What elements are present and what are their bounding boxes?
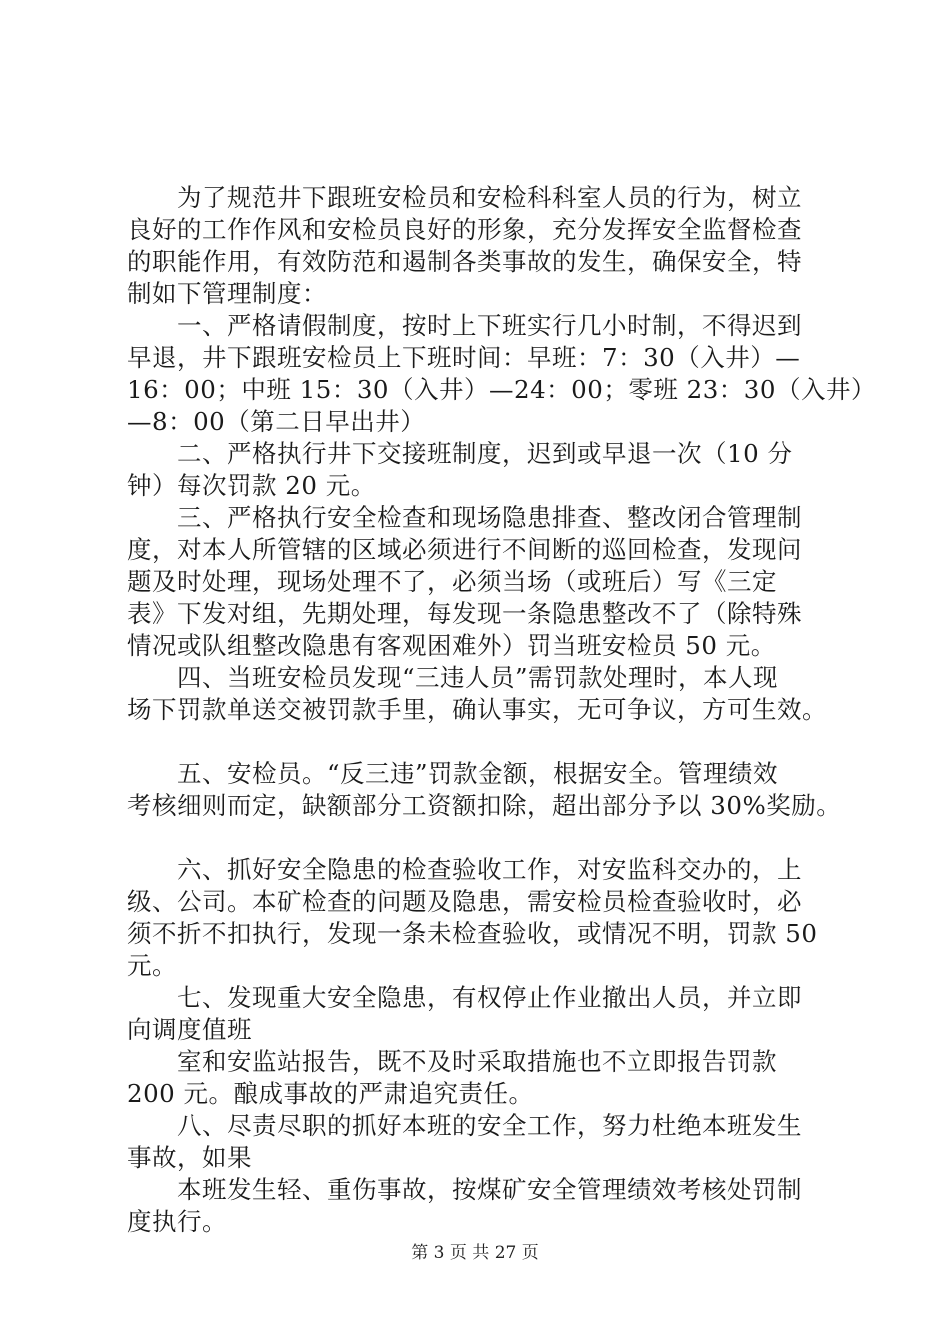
body-text-line: 度执行。 xyxy=(127,1207,227,1236)
body-text-line: 本班发生轻、重伤事故，按煤矿安全管理绩效考核处罚制 xyxy=(127,1175,802,1204)
body-text-line: 一、严格请假制度，按时上下班实行几小时制，不得迟到 xyxy=(127,311,802,340)
body-text-line: 场下罚款单送交被罚款手里，确认事实，无可争议，方可生效。 xyxy=(127,695,827,724)
body-text-line: 表》下发对组，先期处理，每发现一条隐患整改不了（除特殊 xyxy=(127,599,802,628)
body-text-line: 二、严格执行井下交接班制度，迟到或早退一次（10 分 xyxy=(127,439,793,468)
body-text-line: 考核细则而定，缺额部分工资额扣除，超出部分予以 30%奖励。 xyxy=(127,791,842,820)
body-text-line: —8：00（第二日早出井） xyxy=(127,407,426,436)
body-text-line: 须不折不扣执行，发现一条未检查验收，或情况不明，罚款 50 xyxy=(127,919,818,948)
body-text-line: 七、发现重大安全隐患，有权停止作业撤出人员，并立即 xyxy=(127,983,802,1012)
page-number-footer: 第 3 页 共 27 页 xyxy=(411,1243,539,1263)
body-text-line: 八、尽责尽职的抓好本班的安全工作，努力杜绝本班发生 xyxy=(127,1111,802,1140)
body-text-line: 题及时处理，现场处理不了，必须当场（或班后）写《三定 xyxy=(127,567,777,596)
body-text-line: 元。 xyxy=(127,951,177,980)
body-text-line: 良好的工作作风和安检员良好的形象，充分发挥安全监督检查 xyxy=(127,215,802,244)
body-text-line: 钟）每次罚款 20 元。 xyxy=(127,471,376,500)
body-text-line: 为了规范井下跟班安检员和安检科科室人员的行为，树立 xyxy=(127,183,802,212)
body-text-line: 级、公司。本矿检查的问题及隐患，需安检员检查验收时，必 xyxy=(127,887,802,916)
body-text-line: 三、严格执行安全检查和现场隐患排查、整改闭合管理制 xyxy=(127,503,802,532)
body-text-line: 200 元。酿成事故的严肃追究责任。 xyxy=(127,1079,534,1108)
body-text-line: 度，对本人所管辖的区域必须进行不间断的巡回检查，发现问 xyxy=(127,535,802,564)
body-text-line: 五、安检员。“反三违”罚款金额，根据安全。管理绩效 xyxy=(127,759,779,788)
body-text-line: 16：00；中班 15：30（入井）—24：00；零班 23：30（入井） xyxy=(127,375,876,404)
body-text-line: 四、当班安检员发现“三违人员”需罚款处理时，本人现 xyxy=(127,663,779,692)
body-text-line: 向调度值班 xyxy=(127,1015,252,1044)
body-text-line: 室和安监站报告，既不及时采取措施也不立即报告罚款 xyxy=(127,1047,777,1076)
body-text-line: 情况或队组整改隐患有客观困难外）罚当班安检员 50 元。 xyxy=(127,631,776,660)
body-text-line: 事故，如果 xyxy=(127,1143,252,1172)
body-text-line: 六、抓好安全隐患的检查验收工作，对安监科交办的，上 xyxy=(127,855,802,884)
body-text-line: 制如下管理制度： xyxy=(127,279,327,308)
body-text-line: 早退，井下跟班安检员上下班时间：早班：7：30（入井）— xyxy=(127,343,801,372)
body-text-line: 的职能作用，有效防范和遏制各类事故的发生，确保安全，特 xyxy=(127,247,802,276)
